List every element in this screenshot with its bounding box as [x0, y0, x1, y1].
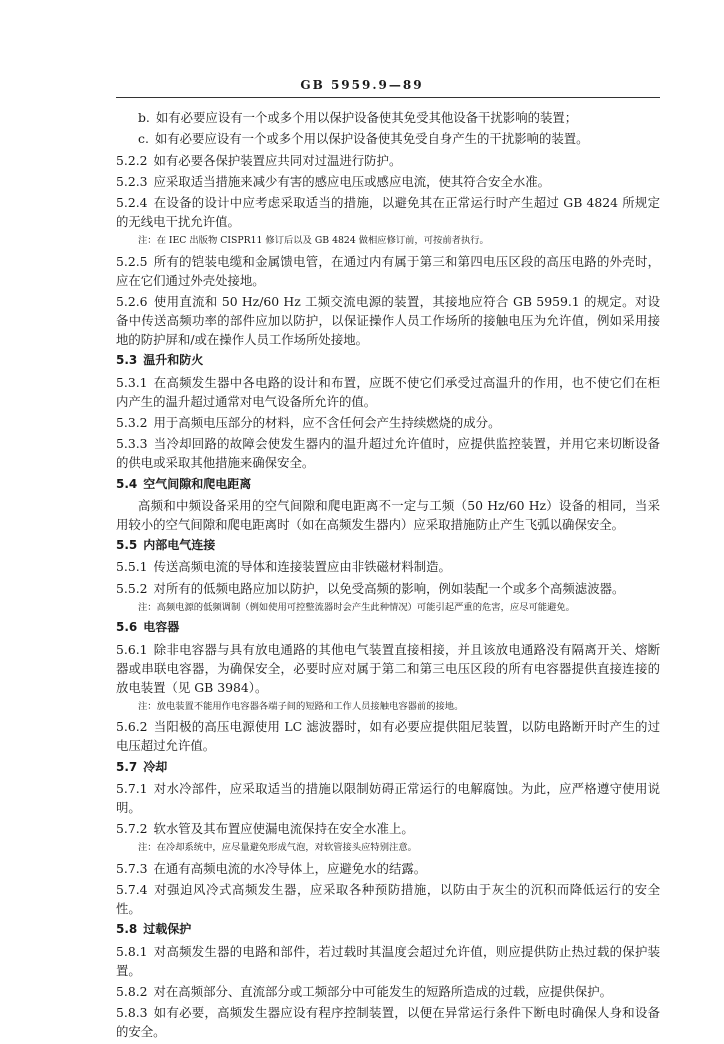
clause-5-6-1: 5.6.1 除非电容器与具有放电通路的其他电气装置直接相接，并且该放电通路没有隔离开关、熔断器或串联电容器，为确保安全，必要时应对属于第二和第三电压区段的所有电容器提供直接连接的放电装置（见 GB 3984）。	[116, 641, 660, 695]
clause-5-7-2: 5.7.2 软水管及其布置应使漏电流保持在安全水准上。	[116, 821, 414, 837]
clause-5-8-3: 5.8.3 如有必要，高频发生器应设有程序控制装置，以便在异常运行条件下断电时确保人身和设备的安全。	[116, 1005, 660, 1040]
header-rule	[116, 97, 660, 98]
clause-5-3-1: 5.3.1 在高频发生器中各电路的设计和布置，应既不使它们承受过高温升的作用，也不使它们在柜内产生的温升超过通常对电气设备所允许的值。	[116, 374, 660, 409]
item-b: b. 如有必要应设有一个或多个用以保护设备使其免受其他设备干扰影响的装置；	[138, 110, 578, 125]
item-c: c. 如有必要应设有一个或多个用以保护设备使其免受自身产生的干扰影响的装置。	[138, 131, 589, 147]
note-5-6-1: 注：放电装置不能用作电容器各端子间的短路和工作人员接触电容器前的接地。	[138, 700, 464, 712]
note-5-2-4: 注：在 IEC 出版物 CISPR11 修订后以及 GB 4824 做相应修订前，可按前者执行。	[138, 235, 489, 247]
clause-5-2-2: 5.2.2 如有必要各保护装置应共同对过温进行防护。	[116, 152, 402, 168]
page-header: GB 5959.9—89	[300, 78, 424, 92]
clause-5-2-4: 5.2.4 在设备的设计中应考虑采取适当的措施，以避免其在正常运行时产生超过 GB 4824 所规定的无线电干扰允许值。	[116, 195, 660, 230]
clause-5-6-2: 5.6.2 当阳极的高压电源使用 LC 滤波器时，如有必要应提供阻尼装置，以防电路断开时产生的过电压超过允许值。	[116, 719, 660, 754]
clause-5-2-6: 5.2.6 使用直流和 50 Hz/60 Hz 工频交流电源的装置，其接地应符合 GB 5959.1 的规定。对设备中传送高频功率的部件应加以防护，以保证操作人员工作场所的接触电压为允许值，例如采用接地的防护屏和/或在操作人员工作场所处接地。	[116, 294, 660, 348]
clause-5-2-3: 5.2.3 应采取适当措施来减少有害的感应电压或感应电流，使其符合安全水准。	[116, 173, 551, 189]
paragraph-5-4: 高频和中频设备采用的空气间隙和爬电距离不一定与工频（50 Hz/60 Hz）设备的相同，当采用较小的空气间隙和爬电距离时（如在高频发生器内）应采取措施防止产生飞弧以确保安全。	[116, 497, 660, 532]
heading-5-7: 5.7 冷却	[116, 759, 168, 774]
clause-5-8-1: 5.8.1 对高频发生器的电路和部件，若过载时其温度会超过允许值，则应提供防止热过载的保护装置。	[116, 943, 660, 978]
heading-5-4: 5.4 空气间隙和爬电距离	[116, 476, 252, 491]
clause-5-2-5: 5.2.5 所有的铠装电缆和金属馈电管，在通过内有属于第三和第四电压区段的高压电路的外壳时，应在它们通过外壳处接地。	[116, 253, 660, 288]
heading-5-3: 5.3 温升和防火	[116, 353, 204, 368]
heading-5-5: 5.5 内部电气连接	[116, 538, 216, 553]
clause-5-7-3: 5.7.3 在通有高频电流的水冷导体上，应避免水的结露。	[116, 860, 427, 876]
heading-5-6: 5.6 电容器	[116, 620, 180, 635]
note-5-7-2: 注：在冷却系统中，应尽量避免形成气泡，对软管接头应特别注意。	[138, 842, 417, 854]
clause-5-8-2: 5.8.2 对在高频部分、直流部分或工频部分中可能发生的短路所造成的过载，应提供保护。	[116, 983, 612, 999]
note-5-5-2: 注：高频电源的低频调制（例如使用可控整流器时会产生此种情况）可能引起严重的危害，应尽可能避免。	[138, 602, 575, 614]
clause-5-5-1: 5.5.1 传送高频电流的导体和连接装置应由非铁磁材料制造。	[116, 559, 451, 575]
document-body	[116, 108, 660, 1044]
clause-5-5-2: 5.5.2 对所有的低频电路应加以防护，以免受高频的影响，例如装配一个或多个高频滤波器。	[116, 580, 625, 596]
heading-5-8: 5.8 过载保护	[116, 922, 192, 937]
clause-5-7-4: 5.7.4 对强迫风冷式高频发生器，应采取各种预防措施，以防由于灰尘的沉积而降低运行的安全性。	[116, 882, 660, 917]
clause-5-3-2: 5.3.2 用于高频电压部分的材料，应不含任何会产生持续燃烧的成分。	[116, 414, 501, 430]
clause-5-7-1: 5.7.1 对水冷部件，应采取适当的措施以限制妨碍正常运行的电解腐蚀。为此，应严格遵守使用说明。	[116, 780, 660, 815]
clause-5-3-3: 5.3.3 当冷却回路的故障会使发生器内的温升超过允许值时，应提供监控装置，并用它来切断设备的供电或采取其他措施来确保安全。	[116, 436, 660, 471]
